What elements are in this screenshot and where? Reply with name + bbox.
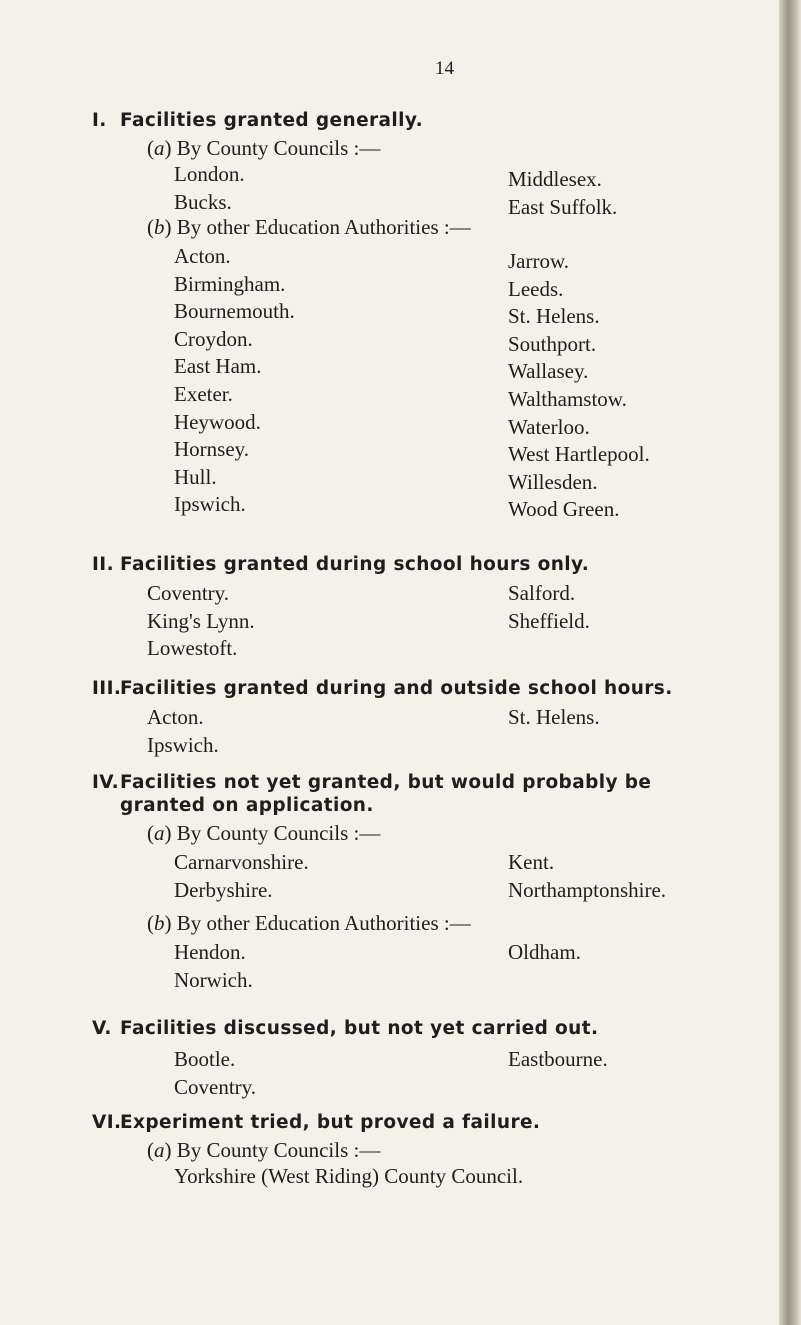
section-iv-a-right-list	[508, 849, 666, 904]
list-item: Bucks.	[174, 189, 232, 214]
section-v-title: Facilities discussed, but not yet carried out.	[120, 1018, 599, 1039]
section-i-heading	[92, 110, 424, 131]
section-iv-heading	[92, 772, 652, 793]
list-item: Northamptonshire.	[508, 877, 667, 902]
section-ii-left-list	[147, 580, 255, 663]
list-item: Wood Green.	[508, 497, 620, 522]
list-item: Middlesex.	[508, 167, 602, 191]
section-i-a-right-list	[508, 166, 617, 221]
section-iv-b-left-list	[174, 939, 253, 994]
list-item: Eastbourne.	[508, 1047, 608, 1071]
list-item: Carnarvonshire.	[174, 850, 309, 874]
section-iii-title: Facilities granted during and outside school hours.	[120, 678, 673, 699]
list-item: Salford.	[508, 581, 576, 605]
list-item: Hull.	[174, 464, 217, 489]
list-item: Coventry.	[147, 581, 230, 605]
section-i-a-left-list	[174, 161, 245, 216]
list-item: Exeter.	[174, 381, 233, 406]
list-item: Jarrow.	[508, 249, 570, 273]
list-item: Sheffield.	[508, 608, 590, 633]
section-i-a-intro: (a) By County Councils :—	[147, 136, 381, 160]
list-item: Yorkshire (West Riding) County Council.	[174, 1164, 524, 1188]
section-i-title: Facilities granted generally.	[120, 110, 424, 131]
section-i-b-intro: (b) By other Education Authorities :—	[147, 215, 471, 239]
section-vi-heading	[92, 1112, 541, 1133]
list-item: King's Lynn.	[147, 608, 255, 633]
list-item: Willesden.	[508, 469, 598, 494]
section-iv-heading-line2	[120, 795, 374, 816]
section-v-right-list	[508, 1046, 608, 1074]
section-v-heading	[92, 1018, 599, 1039]
list-item: Acton.	[174, 244, 231, 268]
list-item: East Suffolk.	[508, 194, 618, 219]
section-iv-title-line2: granted on application.	[120, 795, 374, 816]
list-item: Norwich.	[174, 967, 253, 992]
section-vi-title: Experiment tried, but proved a failure.	[120, 1112, 541, 1133]
section-vi-a-left-list	[174, 1163, 523, 1191]
list-item: Waterloo.	[508, 414, 590, 439]
section-v-roman: V.	[92, 1018, 112, 1039]
section-iii-left-list	[147, 704, 219, 759]
section-iv-a-intro-text: By County Councils :—	[176, 821, 381, 845]
list-item: St. Helens.	[508, 304, 600, 329]
list-item: East Ham.	[174, 354, 262, 379]
section-i-b-intro-text: By other Education Authorities :—	[176, 215, 471, 239]
section-iii-right-list	[508, 704, 600, 732]
section-i-b-right-list	[508, 248, 650, 524]
list-item: Croydon.	[174, 326, 253, 351]
list-item: West Hartlepool.	[508, 442, 650, 467]
list-item: Walthamstow.	[508, 386, 627, 411]
list-item: London.	[174, 162, 245, 186]
section-vi-a-intro-text: By County Councils :—	[176, 1138, 381, 1162]
list-item: Southport.	[508, 331, 597, 356]
section-iv-a-intro: (a) By County Councils :—	[147, 821, 381, 845]
section-ii-roman: II.	[92, 554, 114, 575]
list-item: Ipswich.	[174, 492, 246, 517]
section-iv-a-left-list	[174, 849, 309, 904]
section-iv-roman: IV.	[92, 772, 120, 793]
section-iii-heading	[92, 678, 673, 699]
section-iv-b-intro: (b) By other Education Authorities :—	[147, 911, 471, 935]
page-number: 14	[435, 58, 454, 79]
list-item: Birmingham.	[174, 271, 286, 296]
section-iv-b-right-list	[508, 939, 581, 967]
list-item: Derbyshire.	[174, 877, 273, 902]
section-iv-b-intro-text: By other Education Authorities :—	[176, 911, 471, 935]
list-item: Leeds.	[508, 276, 564, 301]
list-item: St. Helens.	[508, 705, 600, 729]
list-item: Heywood.	[174, 409, 261, 434]
section-ii-heading	[92, 554, 590, 575]
section-vi-roman: VI.	[92, 1112, 122, 1133]
list-item: Bootle.	[174, 1047, 236, 1071]
list-item: Hornsey.	[174, 437, 250, 462]
section-iv-title-line1: Facilities not yet granted, but would probably be	[120, 772, 652, 793]
list-item: Hendon.	[174, 940, 246, 964]
section-i-a-mark: a	[154, 136, 165, 160]
page-edge-shadow	[779, 0, 801, 1325]
section-iii-roman: III.	[92, 678, 122, 699]
section-ii-right-list	[508, 580, 590, 635]
section-vi-a-intro: (a) By County Councils :—	[147, 1138, 381, 1162]
section-i-roman: I.	[92, 110, 107, 131]
section-iv-a-mark: a	[154, 821, 165, 845]
list-item: Bournemouth.	[174, 299, 295, 324]
section-i-a-intro-text: By County Councils :—	[176, 136, 381, 160]
section-v-left-list	[174, 1046, 256, 1101]
list-item: Oldham.	[508, 940, 581, 964]
list-item: Coventry.	[174, 1074, 257, 1099]
list-item: Ipswich.	[147, 732, 219, 757]
list-item: Lowestoft.	[147, 636, 238, 661]
section-ii-title: Facilities granted during school hours only.	[120, 554, 590, 575]
list-item: Wallasey.	[508, 359, 589, 384]
section-vi-a-mark: a	[154, 1138, 165, 1162]
list-item: Kent.	[508, 850, 555, 874]
section-i-b-left-list	[174, 243, 295, 519]
section-i-b-mark: b	[154, 215, 165, 239]
section-iv-b-mark: b	[154, 911, 165, 935]
list-item: Acton.	[147, 705, 204, 729]
